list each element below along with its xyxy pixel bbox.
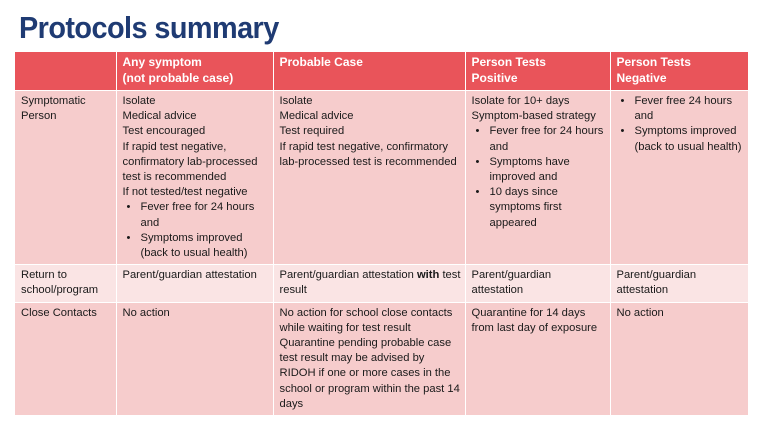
cell-line: Medical advice: [279, 110, 354, 123]
cell-return-positive: Parent/guardian attestation: [465, 265, 610, 302]
cell-symptomatic-any: [116, 91, 273, 265]
return-probable-pre: Parent/guardian attestation: [279, 269, 414, 282]
cell-return-probable: [273, 265, 465, 302]
cell-line: If rapid test negative, confirmatory lab-processed test is recommended: [122, 140, 258, 184]
line-list: [123, 94, 269, 200]
bullet-item: • Fever free 24 hours and: [617, 94, 744, 124]
bullet-list: [617, 94, 744, 155]
cell-contacts-negative: No action: [610, 302, 748, 415]
page-title: Protocols summary: [19, 10, 279, 45]
cell-line: Symptom-based strategy: [471, 110, 596, 123]
cell-symptomatic-probable: [273, 91, 465, 265]
header-any-symptom: Any symptom (not probable case): [116, 52, 273, 91]
row-return: [15, 265, 748, 302]
cell-contacts-positive: Quarantine for 14 days from last day of exposure: [465, 302, 610, 415]
cell-contacts-any: No action: [116, 302, 273, 415]
bullet-item: • 10 days since symptoms first appeared: [472, 185, 606, 231]
cell-symptomatic-negative: [610, 91, 748, 265]
header-tests-positive: Person Tests Positive: [465, 52, 610, 91]
header-row: [15, 52, 748, 91]
header-probable-case: Probable Case: [273, 52, 465, 91]
cell-line: If rapid test negative, confirmatory lab-processed test is recommended: [279, 140, 457, 168]
bullet-item: • Symptoms improved (back to usual health): [123, 231, 269, 261]
cell-symptomatic-positive: [465, 91, 610, 265]
cell-return-any: Parent/guardian attestation: [116, 265, 273, 302]
line-list: [280, 94, 461, 170]
cell-line: No action for school close contacts while waiting for test result: [279, 306, 453, 334]
cell-line: Isolate: [122, 95, 156, 107]
cell-line: Quarantine pending probable case test result may be advised by RIDOH if one or more cases in the school or program within the past 14 days: [279, 337, 460, 410]
bullet-item: • Fever free for 24 hours and: [123, 200, 269, 230]
cell-line: Isolate: [279, 95, 313, 107]
protocols-table: [15, 52, 749, 415]
row-label-contacts: Close Contacts: [15, 302, 116, 415]
cell-contacts-probable: [273, 302, 465, 415]
row-label-symptomatic: Symptomatic Person: [15, 91, 116, 265]
cell-line: Test required: [279, 125, 345, 138]
bullet-list: [123, 200, 269, 261]
row-symptomatic: [15, 91, 748, 265]
cell-return-negative: Parent/guardian attestation: [610, 265, 748, 302]
cell-line: If not tested/test negative: [122, 186, 248, 199]
row-contacts: [15, 302, 748, 415]
return-probable-post: test result: [279, 269, 461, 297]
bullet-item: • Symptoms have improved and: [472, 155, 606, 185]
row-label-return: Return to school/program: [15, 265, 116, 302]
line-list: [472, 94, 606, 124]
bullet-item: • Fever free for 24 hours and: [472, 124, 606, 154]
cell-line: Test encouraged: [122, 125, 206, 138]
header-empty: [15, 52, 116, 91]
cell-line: Medical advice: [122, 110, 197, 123]
bullet-item: • Symptoms improved (back to usual health): [617, 124, 744, 154]
bullet-list: [472, 124, 606, 230]
return-probable-bold: with: [416, 269, 440, 282]
cell-line: Isolate for 10+ days: [471, 95, 570, 107]
line-list: [280, 306, 461, 412]
header-tests-negative: Person Tests Negative: [610, 52, 748, 91]
